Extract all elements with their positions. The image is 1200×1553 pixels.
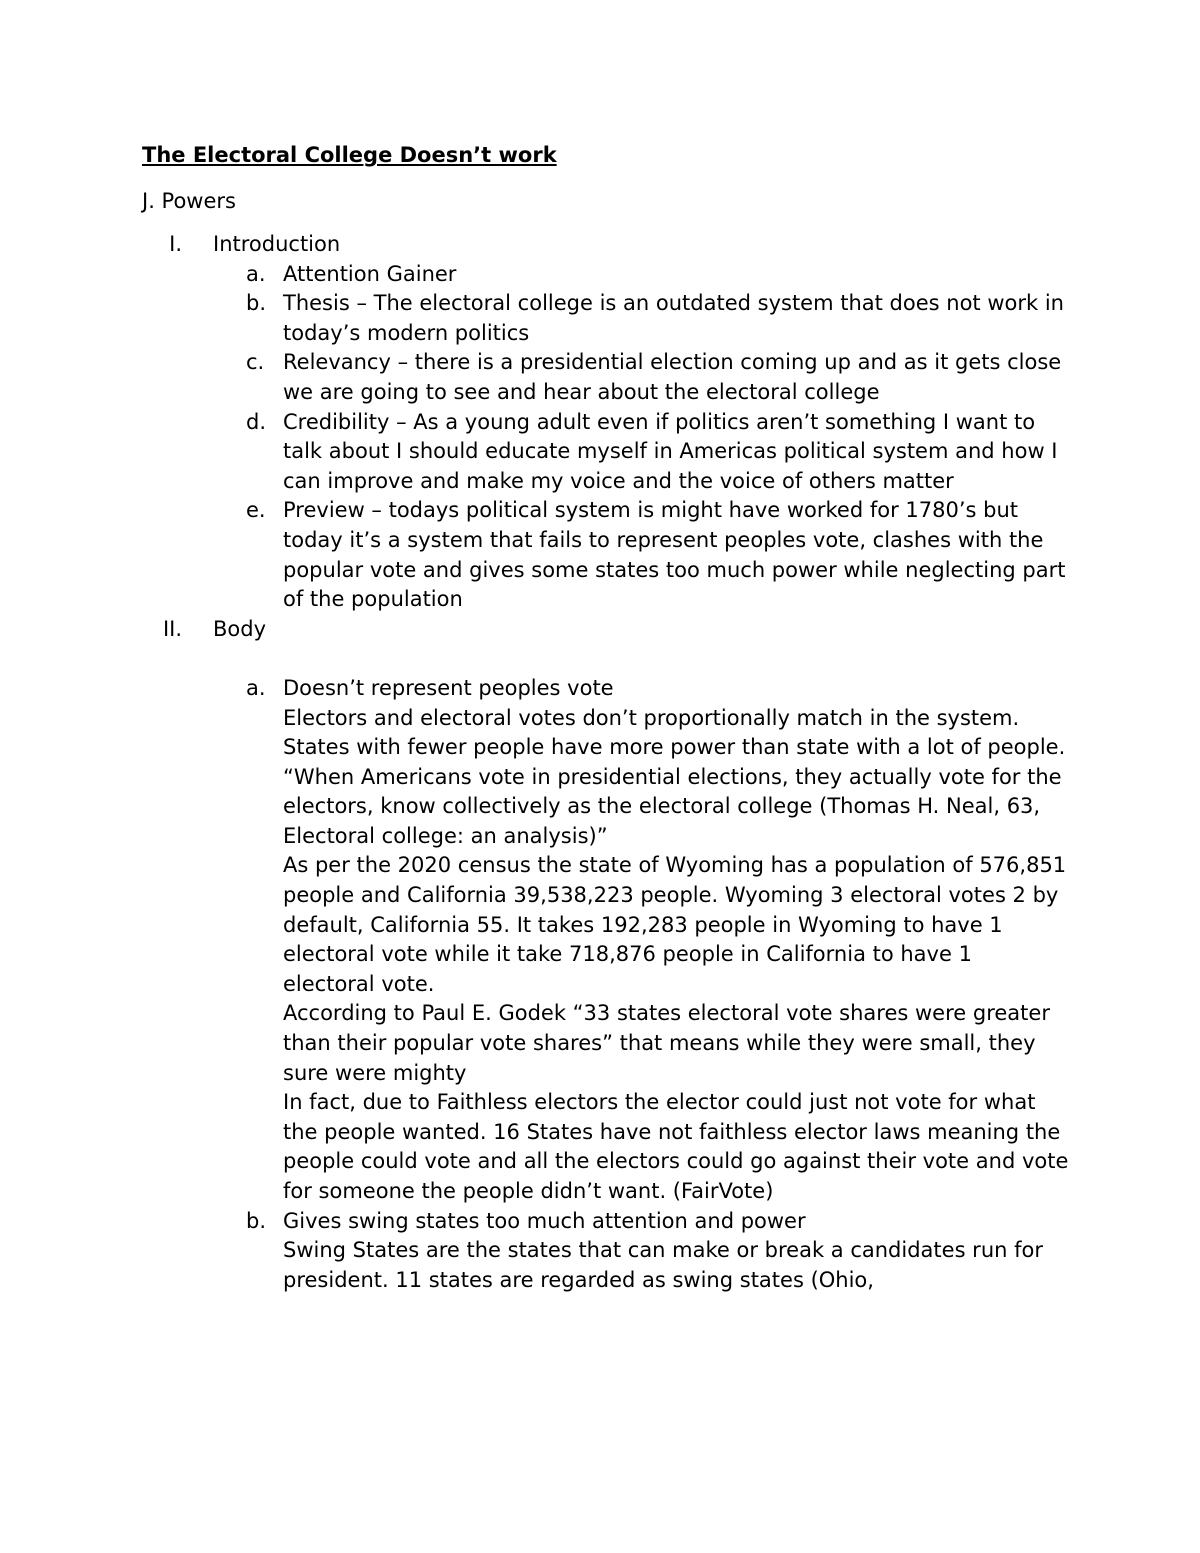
item-text: Attention Gainer (283, 261, 457, 286)
body-items (0, 674, 1200, 1295)
item-text: Preview – todays political system is might have worked for 1780’s but today it’s a system that fails to represent peoples vote, clashes with the popular vote and gives some states too much power while neglecting part of the population (283, 498, 1066, 612)
item-paragraph: Swing States are the states that can make or break a candidates run for president. 11 states are regarded as swing states (Ohio, (283, 1238, 1043, 1292)
item-text: Credibility – As a young adult even if politics aren’t something I want to talk about I should educate myself in Americas political system and how I can improve and make my voice and the voice of others matter (283, 409, 1058, 493)
section-heading: Introduction (213, 232, 341, 256)
outline (0, 230, 1200, 1295)
item-marker: d. (246, 409, 267, 434)
list-item (0, 348, 1200, 407)
item-marker: a. (246, 675, 266, 700)
item-marker: b. (246, 1208, 267, 1233)
item-paragraph: In fact, due to Faithless electors the elector could just not vote for what the people wanted. 16 States have not faithless elector laws meaning the people could vote and all the electors could go against their vote and vote for someone the people didn’t want. (FairVote) (283, 1090, 1069, 1203)
document-title: The Electoral College Doesn’t work (142, 143, 557, 167)
item-quote: “When Americans vote in presidential elections, they actually vote for the electors, know collectively as the electoral college (Thomas H. Neal, 63, Electoral college: an analysis)” (283, 764, 1062, 848)
list-item (0, 674, 1200, 1207)
section-heading: Body (213, 616, 267, 641)
item-marker: c. (246, 350, 265, 375)
list-item (0, 1207, 1200, 1296)
section-numeral: I. (169, 232, 182, 256)
list-item (0, 496, 1200, 614)
introduction-items (0, 260, 1200, 615)
section-numeral: II. (162, 616, 182, 641)
item-marker: a. (246, 261, 266, 286)
list-item (0, 408, 1200, 497)
item-text: Relevancy – there is a presidential election coming up and as it gets close we are going to see and hear about the electoral college (283, 350, 1062, 404)
item-marker: b. (246, 291, 267, 316)
item-marker: e. (246, 498, 266, 523)
item-paragraph: According to Paul E. Godek “33 states electoral vote shares were greater than their popular vote shares” that means while they were small, they sure were mighty (283, 1001, 1050, 1085)
list-item (0, 260, 1200, 290)
item-paragraph: As per the 2020 census the state of Wyoming has a population of 576,851 people and California 39,538,223 people. Wyoming 3 electoral votes 2 by default, California 55. It takes 192,283 people in Wyoming to have 1 electoral vote while it take 718,876 people in California to have 1 electoral vote. (283, 853, 1067, 996)
item-paragraph: Electors and electoral votes don’t proportionally match in the system. States with fewer people have more power than state with a lot of people. (283, 705, 1066, 760)
blank-line (0, 644, 1200, 674)
author-line: J. Powers (142, 189, 236, 213)
section-body (0, 615, 1200, 645)
list-item (0, 289, 1200, 348)
section-introduction (0, 230, 1200, 260)
item-text: Doesn’t represent peoples vote (283, 675, 614, 700)
item-text: Gives swing states too much attention and power (283, 1208, 806, 1233)
item-text: Thesis – The electoral college is an outdated system that does not work in today’s modern politics (283, 291, 1064, 345)
